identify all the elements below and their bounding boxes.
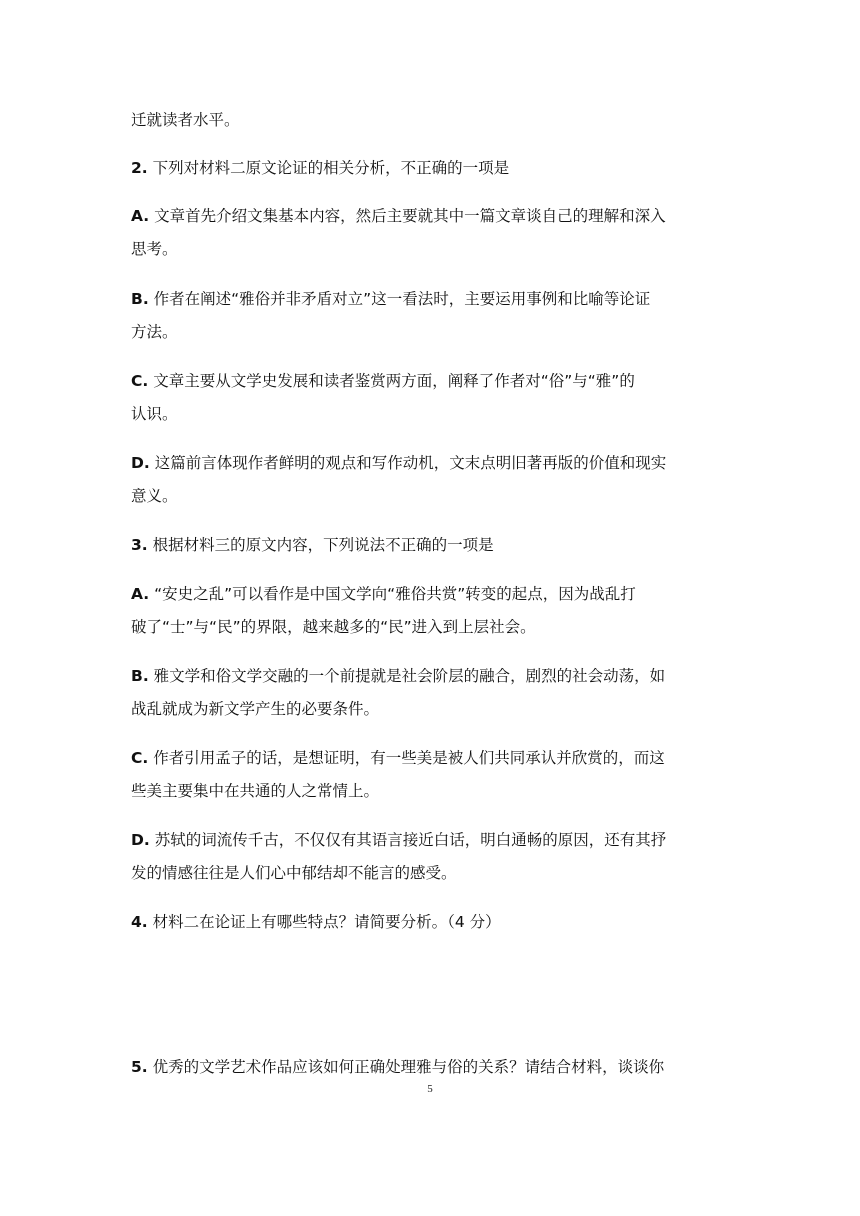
question-line (131, 747, 731, 769)
line-text: 认识。 (131, 405, 178, 423)
question-line (131, 1056, 731, 1078)
question-line (131, 583, 731, 605)
text-line (131, 321, 731, 343)
line-text: 作者引用孟子的话，是想证明，有一些美是被人们共同承认并欣赏的，而这 (153, 749, 665, 767)
line-text: 思考。 (131, 240, 178, 258)
item-number: B. (131, 667, 149, 685)
item-number: 5. (131, 1058, 148, 1076)
line-text: 战乱就成为新文学产生的必要条件。 (131, 700, 380, 718)
line-text: 文章首先介绍文集基本内容，然后主要就其中一篇文章谈自己的理解和深入 (154, 207, 666, 225)
text-line (131, 780, 731, 802)
item-number: 3. (131, 536, 148, 554)
question-line (131, 370, 731, 392)
line-text: 作者在阐述“雅俗并非矛盾对立”这一看法时，主要运用事例和比喻等论证 (153, 290, 651, 308)
text-line (131, 238, 731, 260)
question-line (131, 288, 731, 310)
line-text: 破了“士”与“民”的界限，越来越多的“民”进入到上层社会。 (131, 618, 536, 636)
page-number: 5 (427, 1083, 433, 1095)
item-number: D. (131, 454, 150, 472)
question-line (131, 452, 731, 474)
item-number: 4. (131, 913, 148, 931)
line-text: 雅文学和俗文学交融的一个前提就是社会阶层的融合，剧烈的社会动荡，如 (153, 667, 666, 685)
question-line (131, 665, 731, 687)
line-text: “安史之乱”可以看作是中国文学向“雅俗共赏”转变的起点，因为战乱打 (154, 585, 636, 603)
line-text: 文章主要从文学史发展和读者鉴赏两方面，阐释了作者对“俗”与“雅”的 (153, 372, 635, 390)
item-number: D. (131, 831, 150, 849)
item-number: B. (131, 290, 149, 308)
line-text: 发的情感往往是人们心中郁结却不能言的感受。 (131, 864, 457, 882)
line-text: 意义。 (131, 487, 178, 505)
question-line (131, 829, 731, 851)
line-text: 材料二在论证上有哪些特点？请简要分析。（4 分） (152, 913, 501, 931)
text-line (131, 616, 731, 638)
item-number: A. (131, 207, 150, 225)
text-line (131, 485, 731, 507)
line-text: 迁就读者水平。 (131, 111, 240, 129)
line-text: 优秀的文学艺术作品应该如何正确处理雅与俗的关系？请结合材料，谈谈你 (152, 1058, 665, 1076)
text-line (131, 109, 731, 131)
line-text: 下列对材料二原文论证的相关分析，不正确的一项是 (152, 159, 510, 177)
item-number: A. (131, 585, 150, 603)
line-text: 些美主要集中在共通的人之常情上。 (131, 782, 380, 800)
text-line (131, 698, 731, 720)
text-line (131, 403, 731, 425)
text-line (131, 862, 731, 884)
item-number: C. (131, 372, 149, 390)
line-text: 根据材料三的原文内容，下列说法不正确的一项是 (152, 536, 494, 554)
question-line (131, 911, 731, 933)
question-line (131, 205, 731, 227)
item-number: C. (131, 749, 149, 767)
line-text: 方法。 (131, 323, 178, 341)
question-line (131, 157, 731, 179)
item-number: 2. (131, 159, 148, 177)
line-text: 这篇前言体现作者鲜明的观点和写作动机，文末点明旧著再版的价值和现实 (154, 454, 667, 472)
question-line (131, 534, 731, 556)
line-text: 苏轼的词流传千古，不仅仅有其语言接近白话，明白通畅的原因，还有其抒 (154, 831, 667, 849)
